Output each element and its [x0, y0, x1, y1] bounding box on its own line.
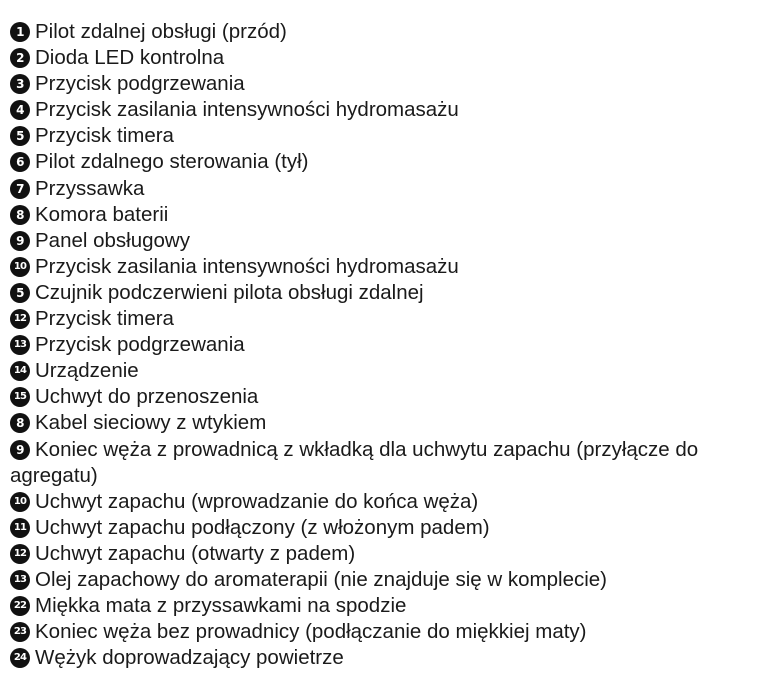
number-badge-icon: 22: [10, 596, 30, 616]
legend-item-text: Urządzenie: [35, 359, 139, 383]
legend-item-text: Koniec węża z prowadnicą z wkładką dla uchwytu zapachu (przyłącze do agregatu): [10, 437, 699, 487]
legend-item-text: Uchwyt zapachu (otwarty z padem): [35, 541, 356, 565]
number-badge-icon: 10: [10, 492, 30, 512]
legend-item: [10, 71, 762, 97]
number-badge-icon: 15: [10, 387, 30, 407]
number-badge-icon: 8: [10, 205, 30, 225]
legend-item-text: Przycisk podgrzewania: [35, 333, 245, 357]
number-badge-icon: 1: [10, 22, 30, 42]
legend-item: [10, 358, 762, 384]
legend-item: [10, 306, 762, 332]
legend-item-text: Komora baterii: [35, 202, 169, 226]
legend-item-text: Przycisk podgrzewania: [35, 72, 245, 96]
legend-item: [10, 97, 762, 123]
legend-item: [10, 202, 762, 228]
legend-item: [10, 593, 762, 619]
legend-item: [10, 228, 762, 254]
number-badge-icon: 12: [10, 544, 30, 564]
number-badge-icon: 6: [10, 152, 30, 172]
number-badge-icon: 13: [10, 335, 30, 355]
legend-item: [10, 45, 762, 71]
number-badge-icon: 3: [10, 74, 30, 94]
legend-item: [10, 149, 762, 175]
number-badge-icon: 9: [10, 231, 30, 251]
legend-item: [10, 645, 762, 671]
parts-legend: [10, 19, 762, 671]
number-badge-icon: 2: [10, 48, 30, 68]
legend-item: [10, 254, 762, 280]
legend-item-text: Pilot zdalnej obsługi (przód): [35, 20, 287, 43]
legend-item: [10, 384, 762, 410]
legend-item: [10, 332, 762, 358]
legend-item: [10, 410, 762, 436]
legend-item-text: Przyssawka: [35, 176, 145, 200]
legend-item: [10, 280, 762, 306]
legend-item: [10, 515, 762, 541]
legend-item-text: Koniec węża bez prowadnicy (podłączanie do miękkiej maty): [35, 620, 587, 644]
number-badge-icon: 5: [10, 283, 30, 303]
legend-item-text: Przycisk zasilania intensywności hydromasażu: [35, 98, 459, 122]
legend-item-text: Przycisk timera: [35, 124, 174, 148]
number-badge-icon: 4: [10, 100, 30, 120]
legend-item-text: Czujnik podczerwieni pilota obsługi zdalnej: [35, 280, 424, 304]
legend-item-text: Uchwyt do przenoszenia: [35, 385, 259, 409]
legend-item-text: Miękka mata z przyssawkami na spodzie: [35, 594, 407, 618]
legend-item-text: Wężyk doprowadzający powietrze: [35, 646, 344, 670]
number-badge-icon: 13: [10, 570, 30, 590]
legend-item-text: Olej zapachowy do aromaterapii (nie znajduje się w komplecie): [35, 567, 607, 591]
legend-item-text: Kabel sieciowy z wtykiem: [35, 411, 267, 435]
number-badge-icon: 5: [10, 126, 30, 146]
number-badge-icon: 9: [10, 440, 30, 460]
legend-item-text: Uchwyt zapachu (wprowadzanie do końca węża): [35, 489, 479, 513]
legend-item-text: Panel obsługowy: [35, 228, 190, 252]
legend-item: [10, 19, 762, 45]
number-badge-icon: 10: [10, 257, 30, 277]
number-badge-icon: 12: [10, 309, 30, 329]
number-badge-icon: 11: [10, 518, 30, 538]
legend-item-text: Przycisk timera: [35, 307, 174, 331]
legend-item-text: Przycisk zasilania intensywności hydromasażu: [35, 254, 459, 278]
legend-item: [10, 123, 762, 149]
number-badge-icon: 24: [10, 648, 30, 668]
legend-item: [10, 567, 762, 593]
legend-item-text: Uchwyt zapachu podłączony (z włożonym padem): [35, 515, 490, 539]
legend-item: [10, 619, 762, 645]
legend-item: [10, 541, 762, 567]
number-badge-icon: 23: [10, 622, 30, 642]
legend-item-text: Pilot zdalnego sterowania (tył): [35, 150, 309, 174]
number-badge-icon: 14: [10, 361, 30, 381]
legend-item: [10, 176, 762, 202]
number-badge-icon: 8: [10, 413, 30, 433]
number-badge-icon: 7: [10, 179, 30, 199]
legend-item: [10, 437, 762, 489]
legend-item-text: Dioda LED kontrolna: [35, 46, 225, 70]
legend-item: [10, 489, 762, 515]
